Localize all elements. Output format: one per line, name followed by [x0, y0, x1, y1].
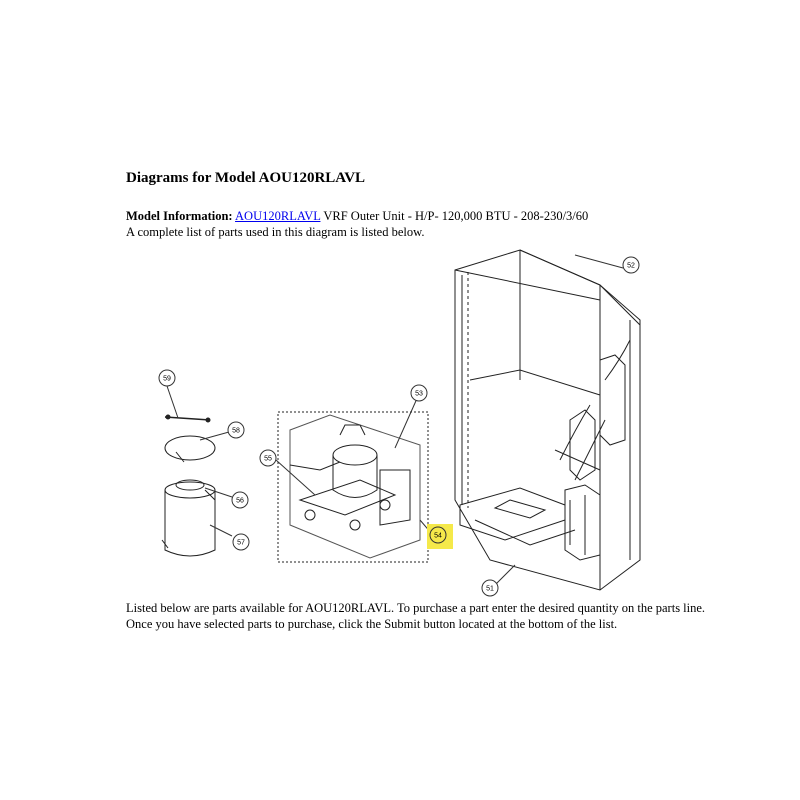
callout-53[interactable]: [411, 385, 427, 401]
page-title: Diagrams for Model AOU120RLAVL: [126, 170, 366, 186]
callout-59[interactable]: [159, 370, 175, 386]
callout-54-label: 54: [434, 532, 442, 540]
callout-53-label: 53: [415, 390, 423, 398]
callout-57-label: 57: [237, 539, 245, 547]
callout-58[interactable]: [228, 422, 244, 438]
callout-58-label: 58: [232, 427, 240, 435]
leader-lines: [167, 255, 623, 584]
callout-52-label: 52: [627, 262, 635, 270]
model-description: VRF Outer Unit - H/P- 120,000 BTU - 208-230/3/60: [320, 209, 589, 223]
callout-57[interactable]: [233, 534, 249, 550]
callout-55[interactable]: [260, 450, 276, 466]
callout-59-label: 59: [163, 375, 171, 383]
parts-list-note: A complete list of parts used in this diagram is listed below.: [126, 225, 425, 239]
callout-52[interactable]: [623, 257, 639, 273]
outdoor-unit-cabinet: [455, 250, 640, 590]
callout-56-label: 56: [236, 497, 244, 505]
purchase-instructions: [126, 600, 705, 632]
model-info-label: Model Information:: [126, 209, 233, 223]
callout-56[interactable]: [232, 492, 248, 508]
callout-54-highlighted[interactable]: [427, 524, 453, 549]
callout-55-label: 55: [264, 455, 272, 463]
model-link[interactable]: AOU120RLAVL: [235, 209, 321, 223]
callout-51-label: 51: [486, 585, 494, 593]
cover-part: [165, 436, 215, 462]
accumulator-assembly: [162, 480, 215, 556]
compressor-assembly: [278, 412, 428, 562]
callout-51[interactable]: [482, 580, 498, 596]
instructions-line-2: Once you have selected parts to purchase, click the Submit button located at the bottom of the list.: [126, 617, 618, 631]
instructions-line-1: Listed below are parts available for AOU120RLAVL. To purchase a part enter the desired quantity on the parts line.: [126, 601, 706, 615]
sensor-wire: [165, 415, 210, 422]
